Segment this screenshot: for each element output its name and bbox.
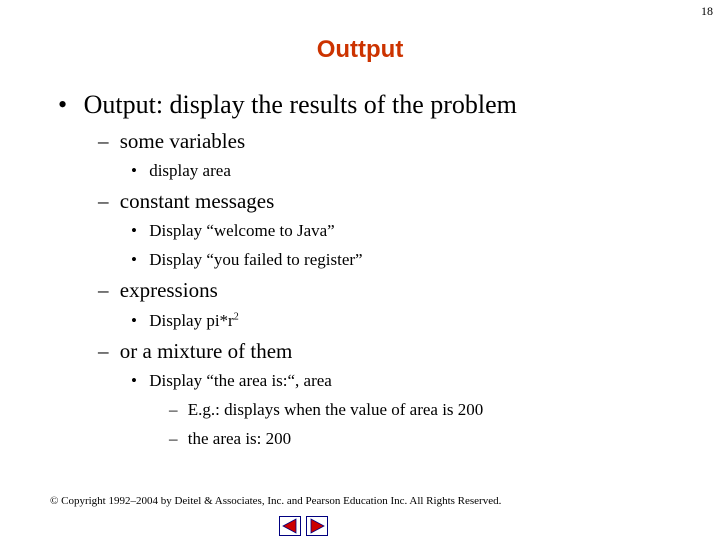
subbullet-expressions <box>98 278 218 303</box>
dash-marker: – <box>169 400 178 419</box>
bullet-marker: • <box>131 311 137 330</box>
subbullet-mixture <box>98 339 292 364</box>
dash-marker: – <box>98 129 109 153</box>
item-display-area <box>131 161 231 181</box>
subbullet-some-variables <box>98 129 245 154</box>
bullet-marker: • <box>131 161 137 180</box>
item-text: Display “the area is:“, area <box>149 371 332 390</box>
item-text: E.g.: displays when the value of area is 200 <box>187 400 484 419</box>
item-display-welcome <box>131 221 335 241</box>
item-text: the area is: 200 <box>187 429 292 448</box>
dash-marker: – <box>98 189 109 213</box>
right-arrow-icon <box>306 516 328 536</box>
left-arrow-icon <box>279 516 301 536</box>
superscript: 2 <box>233 311 239 323</box>
subbullet-text: expressions <box>119 278 218 302</box>
item-eg-displays <box>169 400 483 420</box>
bullet-marker: • <box>58 90 68 119</box>
dash-marker: – <box>98 339 109 363</box>
item-display-failed <box>131 250 363 270</box>
bullet-output <box>58 90 517 120</box>
bullet-text: Output: display the results of the problem <box>83 90 517 119</box>
page-number: 18 <box>701 4 713 18</box>
previous-slide-button[interactable] <box>279 516 301 536</box>
dash-marker: – <box>169 429 178 448</box>
item-text: Display “you failed to register” <box>149 250 363 269</box>
item-text: display area <box>149 161 231 180</box>
subbullet-text: or a mixture of them <box>119 339 293 363</box>
item-display-pi-r <box>131 311 239 331</box>
subbullet-constant-messages <box>98 189 274 214</box>
item-text: Display pi*r <box>149 311 234 330</box>
slide-title: Outtput <box>316 36 404 63</box>
bullet-marker: • <box>131 221 137 240</box>
bullet-marker: • <box>131 371 137 390</box>
bullet-marker: • <box>131 250 137 269</box>
subbullet-text: some variables <box>119 129 246 153</box>
dash-marker: – <box>98 278 109 302</box>
copyright-footer: © Copyright 1992–2004 by Deitel & Associates, Inc. and Pearson Education Inc. All Rights Reserved. <box>50 495 502 507</box>
next-slide-button[interactable] <box>306 516 328 536</box>
item-display-area-is <box>131 371 332 391</box>
subbullet-text: constant messages <box>119 189 275 213</box>
item-text: Display “welcome to Java” <box>149 221 335 240</box>
item-area-is-200 <box>169 429 291 449</box>
